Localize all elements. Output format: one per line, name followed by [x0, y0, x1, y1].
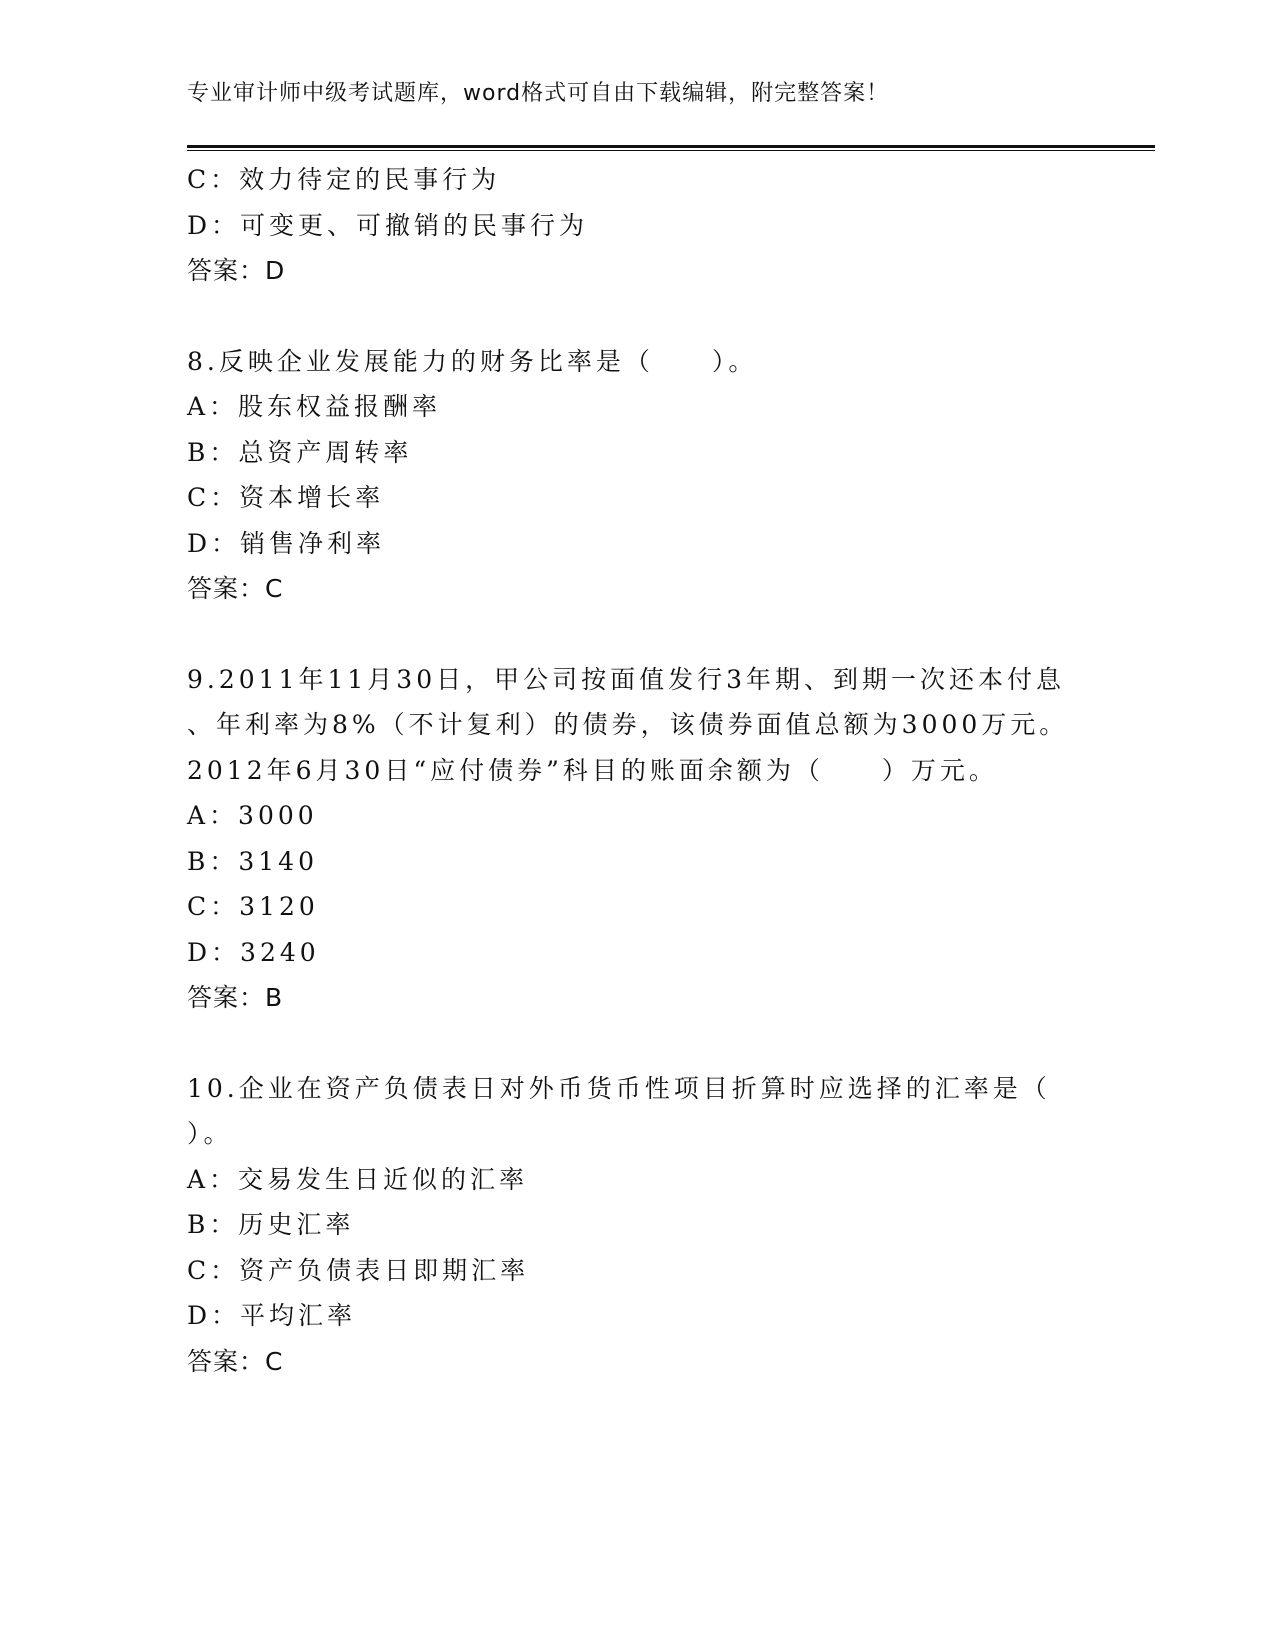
spacer [187, 612, 1087, 657]
option-b: B：3140 [187, 846, 318, 876]
header-divider [187, 145, 1155, 151]
answer: 答案：C [187, 1346, 284, 1376]
page-header: 专业审计师中级考试题库，word格式可自由下载编辑，附完整答案！ [187, 81, 890, 106]
option-a: A：3000 [187, 801, 318, 830]
answer: 答案：C [187, 574, 284, 603]
question-stem: 8.反映企业发展能力的财务比率是（ ）。 [187, 346, 758, 376]
option-c: C：3120 [187, 892, 319, 921]
option-b: B：总资产周转率 [187, 437, 413, 467]
question-stem: 、年利率为8%（不计复利）的债券，该债券面值总额为3000万元。 [187, 710, 1069, 739]
option-c: C：资产负债表日即期汇率 [187, 1255, 530, 1285]
spacer [187, 1021, 1087, 1066]
option-d: D：销售净利率 [187, 528, 386, 558]
option-a: A：交易发生日近似的汇率 [187, 1164, 529, 1194]
option-d: D：平均汇率 [187, 1301, 357, 1330]
option-d: D：3240 [187, 937, 320, 967]
question-block-7 [187, 157, 1087, 294]
answer: 答案：D [187, 256, 286, 285]
question-stem: 2012年6月30日“应付债券”科目的账面余额为（ ）万元。 [187, 755, 998, 785]
option-d: D：可变更、可撤销的民事行为 [187, 210, 589, 240]
option-c: C：资本增长率 [187, 483, 385, 512]
question-stem: 9.2011年11月30日，甲公司按面值发行3年期、到期一次还本付息 [187, 664, 1066, 694]
spacer [187, 294, 1087, 339]
answer: 答案：B [187, 983, 284, 1012]
option-b: B：历史汇率 [187, 1210, 355, 1239]
question-block-8 [187, 339, 1087, 612]
option-a: A：股东权益报酬率 [187, 392, 442, 421]
question-block-9 [187, 657, 1087, 1021]
option-c: C：效力待定的民事行为 [187, 165, 501, 194]
document-body [187, 157, 1087, 1384]
question-stem: ）。 [187, 1119, 233, 1148]
question-stem: 10.企业在资产负债表日对外币货币性项目折算时应选择的汇率是（ [187, 1073, 1051, 1103]
question-block-10 [187, 1066, 1087, 1385]
